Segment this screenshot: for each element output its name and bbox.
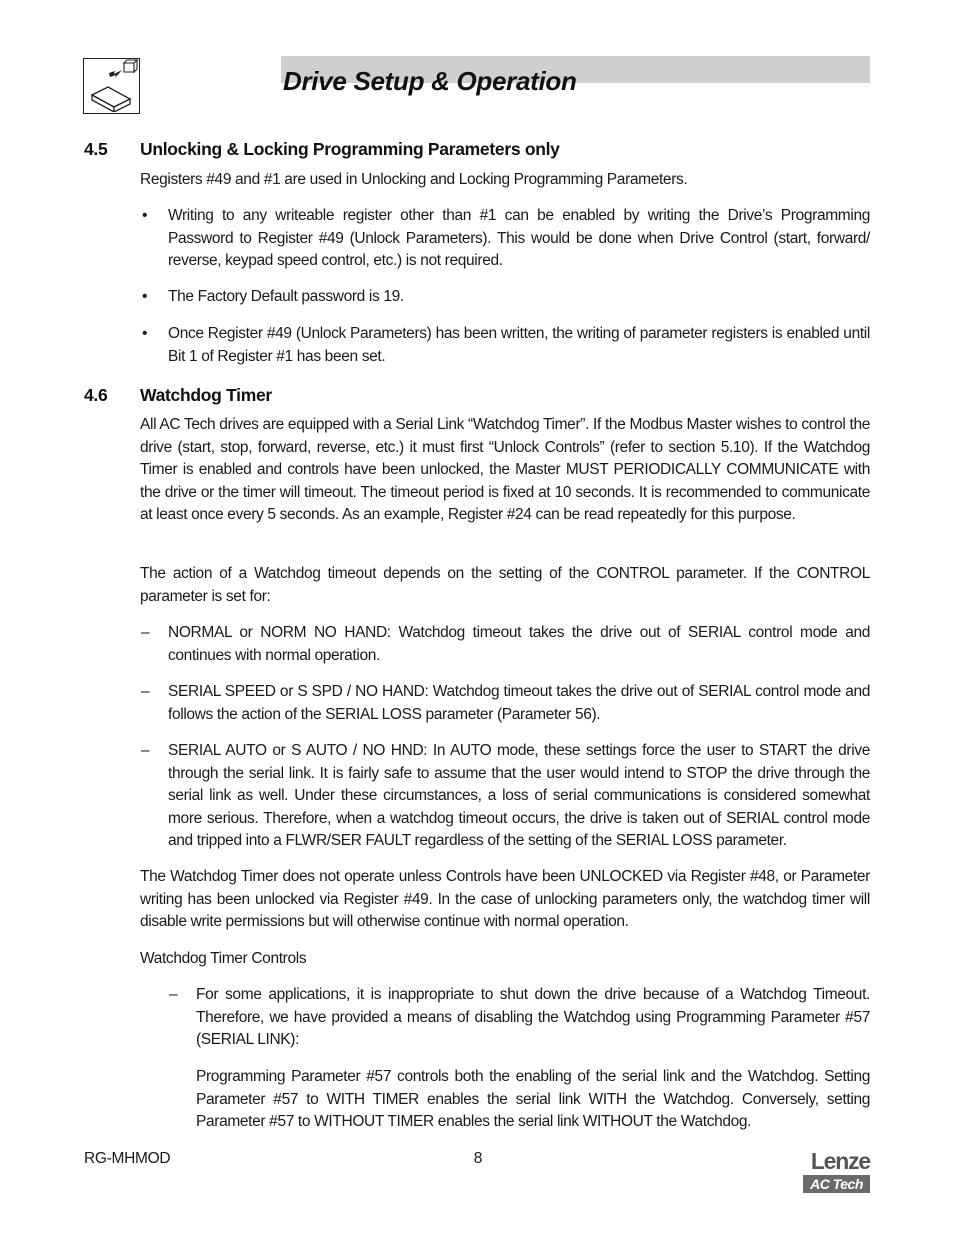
brand-logo-lenze: Lenze <box>810 1148 870 1174</box>
bullet-marker: • <box>142 207 148 224</box>
section-number: 4.5 <box>84 139 108 159</box>
section-number: 4.6 <box>84 385 108 405</box>
section-intro: Registers #49 and #1 are used in Unlocking and Locking Programming Parameters. <box>140 171 688 188</box>
paragraph: All AC Tech drives are equipped with a Serial Link “Watchdog Timer”. If the Modbus Master wishes to control the drive (start, stop, forward, reverse, etc.) it must first “Unlock Controls” (refer to section 5.10). If the Watchdog Timer is enabled and controls have been unlocked, the Master MUST PERIODICALLY COMMUNICATE with the drive or the timer will timeout. The timeout period is fixed at 10 seconds. It is recommended to communicate at least once every 5 seconds. As an example, Register #24 can be read repeatedly for this purpose. <box>140 416 870 524</box>
bullet-marker: • <box>142 325 148 342</box>
bullet-marker: • <box>142 288 148 305</box>
dash-marker: – <box>169 986 178 1003</box>
section-title: Watchdog Timer <box>140 385 272 405</box>
paragraph: The action of a Watchdog timeout depends on the setting of the CONTROL parameter. If the CONTROL parameter is set for: <box>140 565 870 605</box>
bullet-item: Once Register #49 (Unlock Parameters) has been written, the writing of parameter registers is enabled until Bit 1 of Register #1 has been set. <box>168 325 870 365</box>
dash-item: For some applications, it is inappropriate to shut down the drive because of a Watchdog Timeout. Therefore, we have provided a means of disabling the Watchdog using Programming Parameter #57 (SERIAL LINK): <box>196 986 870 1049</box>
page-title: Drive Setup & Operation <box>283 66 577 96</box>
paragraph: Programming Parameter #57 controls both the enabling of the serial link and the Watchdog. Setting Parameter #57 to WITH TIMER enables the serial link WITH the Watchdog. Conversely, setting Parameter #57 to WITHOUT TIMER enables the serial link WITHOUT the Watchdog. <box>196 1068 870 1131</box>
document-code: RG-MHMOD <box>84 1150 171 1167</box>
bullet-item: Writing to any writeable register other than #1 can be enabled by writing the Drive’s Programming Password to Register #49 (Unlock Parameters). This would be done when Drive Control (start, forward/ reverse, keypad speed control, etc.) is not required. <box>168 207 870 270</box>
brand-logo-actech: AC Tech <box>803 1175 870 1193</box>
dash-marker: – <box>141 624 150 641</box>
section-heading-4-6 <box>84 385 272 406</box>
paragraph: The Watchdog Timer does not operate unless Controls have been UNLOCKED via Register #48, or Parameter writing has been unlocked via Register #49. In the case of unlocking parameters only, the watchdog timer will disable write permissions but will otherwise continue with normal operation. <box>140 868 870 931</box>
bullet-item: The Factory Default password is 19. <box>168 288 404 305</box>
page-number: 8 <box>473 1150 483 1167</box>
subheading-label: Watchdog Timer Controls <box>140 950 307 967</box>
dash-marker: – <box>141 742 150 759</box>
section-title: Unlocking & Locking Programming Parameters only <box>140 139 560 159</box>
dash-item: SERIAL AUTO or S AUTO / NO HND: In AUTO mode, these settings force the user to START the drive through the serial link. It is fairly safe to assume that the user would intend to STOP the drive through the serial link as well. Under these circumstances, a loss of serial communications is considered somewhat more serious. Therefore, when a watchdog timeout occurs, the drive is taken out of SERIAL control mode and tripped into a FLWR/SER FAULT regardless of the setting of the SERIAL LOSS parameter. <box>168 742 870 850</box>
dash-item: NORMAL or NORM NO HAND: Watchdog timeout takes the drive out of SERIAL control mode and continues with normal operation. <box>168 624 870 664</box>
dash-marker: – <box>141 683 150 700</box>
drive-setup-icon <box>83 58 140 114</box>
section-heading-4-5 <box>84 139 560 160</box>
dash-item: SERIAL SPEED or S SPD / NO HAND: Watchdog timeout takes the drive out of SERIAL control mode and follows the action of the SERIAL LOSS parameter (Parameter 56). <box>168 683 870 723</box>
